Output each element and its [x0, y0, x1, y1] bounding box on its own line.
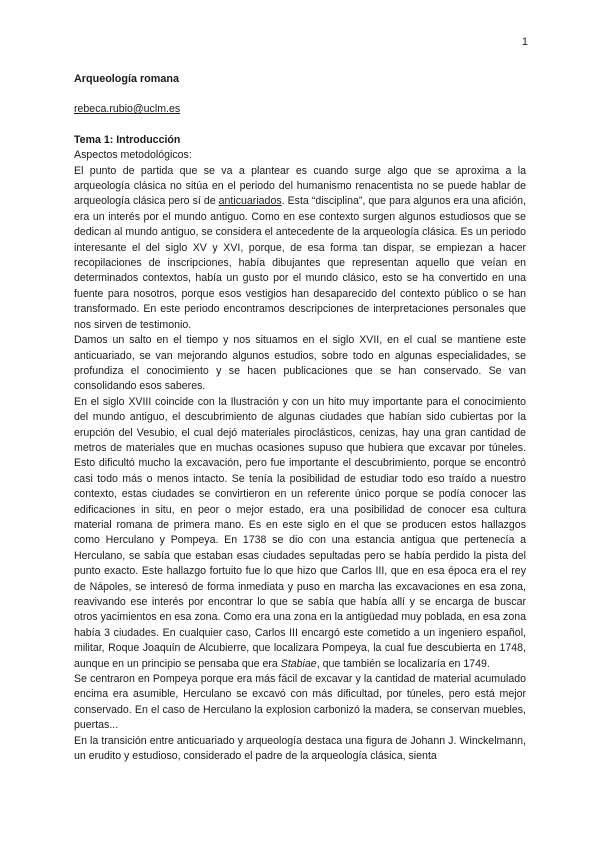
term-stabiae: Stabiae: [280, 657, 317, 670]
document-body: [74, 72, 526, 764]
paragraph-4: Se centraron en Pompeya porque era más fácil de excavar y la cantidad de material acumulado encima era asumible, Herculano se excavó con más dificultad, por túneles, pero está mejor conservado. En el caso de Herculano la explosion carbonizó la madera, se conservan muebles, puertas...: [74, 673, 526, 732]
paragraph-1-text-a: El punto de partida que se va a plantear es cuando surge algo que se aproxima a la arqueología clásica no sitúa en el periodo del humanismo renacentista no se puede hablar de arqueología clásica pero sí de: [74, 164, 526, 208]
paragraph-3-text-a: En el siglo XVIII coincide con la Ilustración y con un hito muy importante para el conocimiento del mundo antiguo, el descubrimiento de algunas ciudades que habían sido cubiertas por la erupción del Vesubio, el cual dejó materiales piroclásticos, cenizas, hay una gran cantidad de metros de materiales que en muchas ocasiones supuso que hubiera que excavar por túneles. Esto dificultó mucho la excavación, pero fue importante el descubrimiento, porque se encontró casi todo más o menos intacto. Se tenía la posibilidad de estudiar todo eso traído a nuestro contexto, estas ciudades se convirtieron en un referente único porque se podía conocer las edificaciones in situ, en peor o mejor estado, era una posibilidad de conocer esa cultura material romana de primera mano. Es en este siglo en el que se producen estos hallazgos como Herculano y Pompeya. En 1738 se dio con una estancia antigua que pertenecía a Herculano, se sabía que estaban esas ciudades sepultadas pero se había perdido la pista del punto exacto. Este hallazgo fortuito fue lo que hizo que Carlos III, que en esa época era el rey de Nápoles, se interesó de forma inmediata y puso en marcha las excavaciones en esa zona, reavivando ese interés por encontrar lo que se sabía que había allí y se encarga de buscar otros yacimientos en esa zona. Como era una zona en la antigüedad muy poblada, en esa zona había 3 ciudades. En cualquier caso, Carlos III encargó este cometido a un ingeniero español, militar, Roque Joaquín de Alcubierre, que localizara Pompeya, la cual fue descubierta en 1748, aunque en un principio se pensaba que era: [74, 395, 526, 670]
section-subheading: Aspectos metodológicos:: [74, 149, 192, 162]
document-title: Arqueología romana: [74, 73, 179, 85]
paragraph-2: Damos un salto en el tiempo y nos situamos en el siglo XVII, en el cual se mantiene este anticuariado, se van mejorando algunos estudios, sobre todo en algunas especialidades, se profundiza el conocimiento y se hacen publicaciones que se han conservado. Se van consolidando esos saberes.: [74, 334, 526, 393]
paragraph-1: [74, 164, 526, 333]
paragraph-1-text-b: . Esta “disciplina”, que para algunos era una afición, era un interés por el mundo antiguo. Como en ese contexto surgen algunos estudiosos que se dedican al mundo antiguo, se considera el antecedente de la arqueología clásica. Es un periodo interesante el del siglo XV y XVI, porque, de esa forma tan dispar, se empiezan a hacer recopilaciones de inscripciones, había dibujantes que representan aquello que veían en determinados contextos, había un gusto por el mundo clásico, esto se ha convertido en una fuente para nosotros, porque esos vestigios han desaparecido del contexto público o se han transformado. En este periodo encontramos descripciones de interpretaciones personales que nos sirven de testimonio.: [74, 195, 526, 331]
section-heading: Tema 1: Introducción: [74, 133, 181, 146]
paragraph-3-text-b: , que también se localizaría en 1749.: [316, 657, 490, 670]
paragraph-5: En la transición entre anticuariado y arqueología destaca una figura de Johann J. Winckelmann, un erudito y estudioso, considerado el padre de la arqueología clásica, sienta: [74, 734, 526, 763]
term-anticuariados: anticuariados: [218, 195, 282, 208]
paragraph-3: [74, 395, 526, 672]
author-email-link[interactable]: rebeca.rubio@uclm.es: [74, 103, 181, 116]
page-number: 1: [521, 36, 528, 48]
